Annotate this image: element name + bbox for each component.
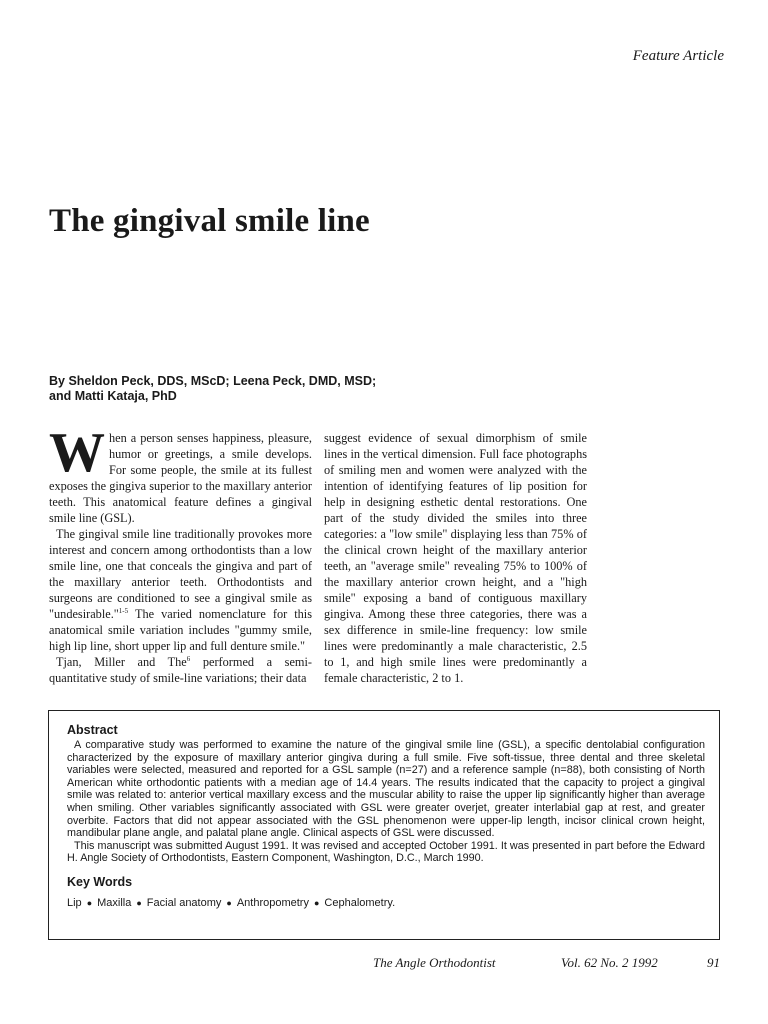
author-line-1: By Sheldon Peck, DDS, MScD; Leena Peck, DMD, MSD; — [49, 374, 377, 388]
keyword: Maxilla — [97, 896, 132, 909]
submission-note: This manuscript was submitted August 1991. It was revised and accepted October 1991. It was presented in part before the Edward H. Angle Society of Orthodontists, Eastern Component, Washington, D.C., March 1990. — [67, 839, 705, 865]
journal-name: The Angle Orthodontist — [373, 955, 496, 970]
author-byline — [49, 374, 376, 404]
paragraph-2-text: The gingival smile line traditionally provokes more interest and concern among orthodontists than a low smile line, one that conceals the gingiva and part of the maxillary anterior teeth. Orthodontists and surgeons are conditioned to see a gingival smile as "undesirable." — [49, 527, 312, 621]
reference-superscript: 1-5 — [118, 606, 129, 615]
body-paragraph-1 — [49, 422, 312, 526]
bullet-icon: ● — [313, 897, 320, 908]
body-paragraph-4: suggest evidence of sexual dimorphism of smile lines in the vertical dimension. Full face photographs of smiling men and women were analyzed with the intention of identifying features of lip position for help in designing esthetic dental restorations. One part of the study divided the smiles into three categories: a "low smile" displaying less than 75% of the clinical crown height of the maxillary anterior teeth, an "average smile" revealing 75% to 100% of the maxillary anterior crown height, and a "high smile" exposing a band of contiguous maxillary gingiva. Among these three categories, there was a sex difference in smile-line frequency: low smile lines were predominantly a male characteristic, 2.5 to 1, and high smile lines were predominantly a female characteristic, 2 to 1. — [324, 431, 587, 685]
bullet-icon: ● — [136, 897, 142, 908]
abstract-heading: Abstract — [67, 723, 118, 737]
body-paragraph-3 — [49, 654, 312, 686]
author-line-2: and Matti Kataja, PhD — [49, 389, 177, 403]
body-column-left — [49, 422, 312, 686]
paragraph-3-cont: performed a semi-quantitative study of smile-line variations; their data — [49, 655, 312, 685]
body-column-right — [324, 430, 587, 686]
keywords-list — [67, 897, 705, 909]
page-number: 91 — [707, 955, 720, 970]
abstract-box — [48, 710, 720, 940]
abstract-text: A comparative study was performed to examine the nature of the gingival smile line (GSL), a specific dentolabial configuration characterized by the exposure of maxillary anterior gingiva during a full smile. Five soft-tissue, three dental and three skeletal variables were selected, measured and reported for a GSL sample (n=27) and a reference sample (n=88), both consisting of North American white orthodontic patients with a median age of 14.4 years. The results indicated that the capacity to project a gingival smile was related to: anterior vertical maxillary excess and the muscular ability to raise the upper lip significantly higher than average when smiling. Other variables significantly associated with GSL were greater overjet, greater interlabial gap at rest, and greater overbite. Factors that did not appear associated with the GSL phenomenon were upper-lip length, incisor clinical crown height, mandibular plane angle, and palatal plane angle. Clinical aspects of GSL were discussed. — [67, 739, 705, 840]
keywords-heading: Key Words — [67, 874, 133, 889]
paragraph-3-text: Tjan, Miller and The — [56, 655, 187, 669]
keyword: Lip — [67, 896, 82, 909]
reference-superscript: 6 — [186, 654, 191, 663]
article-title: The gingival smile line — [49, 203, 370, 239]
section-label: Feature Article — [632, 48, 724, 64]
paragraph-1-text: hen a person senses happiness, pleasure, humor or greetings, a smile develops. For some people, the smile at its fullest exposes the gingiva superior to the maxillary anterior teeth. This anatomical feature defines a gingival smile line (GSL). — [49, 431, 312, 525]
bullet-icon: ● — [226, 897, 232, 908]
keyword: Cephalometry. — [324, 896, 396, 909]
drop-cap: W — [49, 422, 105, 484]
keyword: Facial anatomy — [146, 896, 222, 909]
keyword: Anthropometry — [236, 896, 309, 909]
paragraph-2-cont: The varied nomenclature for this anatomical smile variation includes "gummy smile, high lip line, short upper lip and full denture smile." — [49, 607, 312, 653]
bullet-icon: ● — [86, 897, 93, 908]
body-paragraph-2 — [49, 526, 312, 654]
volume-info: Vol. 62 No. 2 1992 — [561, 955, 658, 970]
